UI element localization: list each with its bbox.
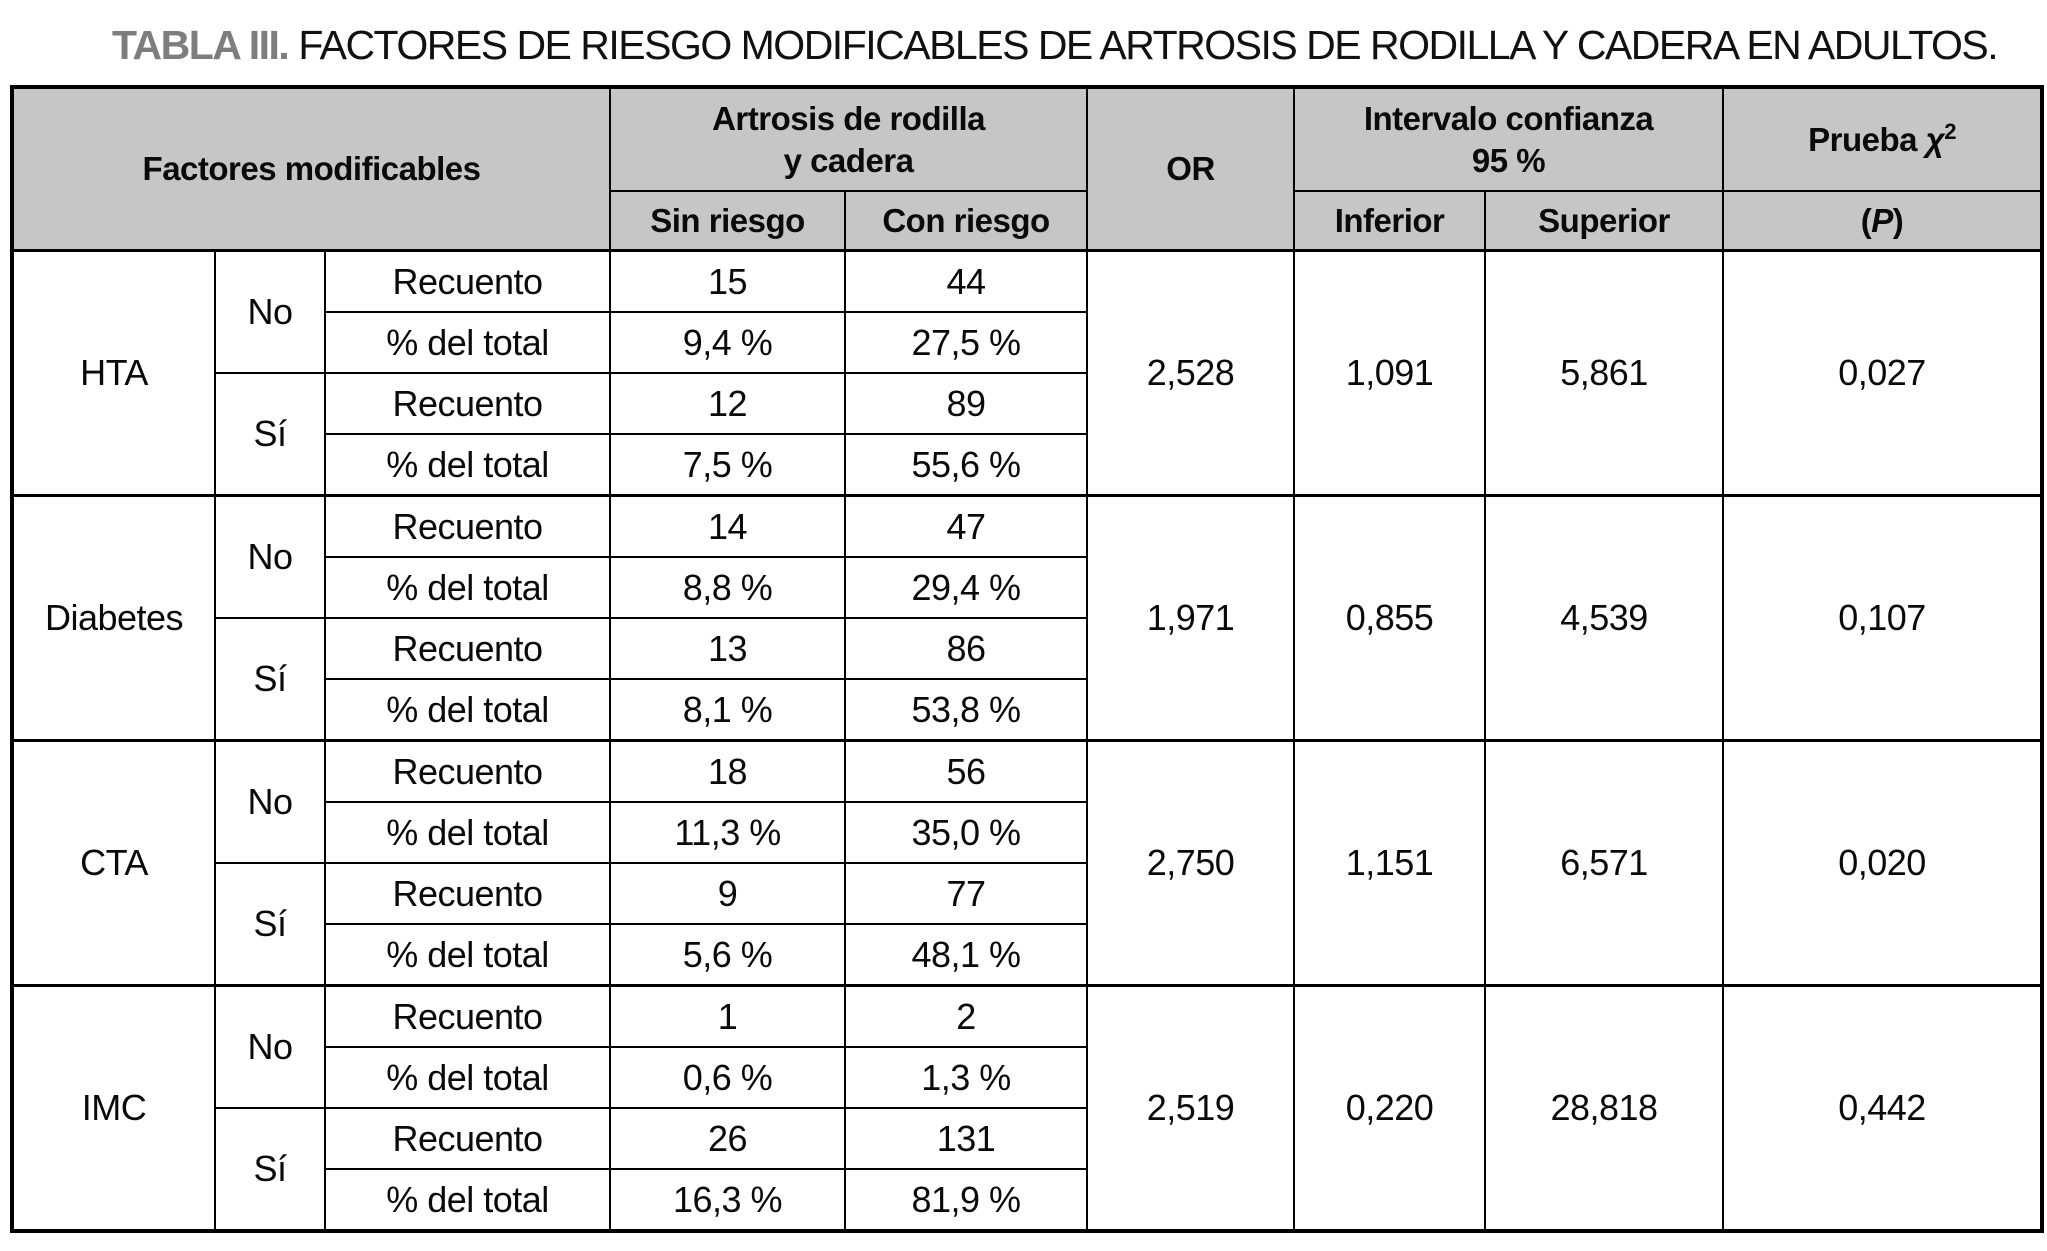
or-cell: 2,750 bbox=[1087, 741, 1294, 986]
or-cell: 2,519 bbox=[1087, 986, 1294, 1232]
header-row-1 bbox=[12, 87, 2042, 191]
risk-factors-table bbox=[10, 85, 2044, 1233]
chi-symbol: χ bbox=[1925, 120, 1945, 158]
yesno-cell: Sí bbox=[215, 373, 325, 496]
value-cell: 35,0 % bbox=[845, 802, 1087, 863]
ci-superior-cell: 28,818 bbox=[1485, 986, 1723, 1232]
measure-label-cell: % del total bbox=[325, 557, 610, 618]
yesno-cell: Sí bbox=[215, 618, 325, 741]
ci-superior-cell: 4,539 bbox=[1485, 496, 1723, 741]
value-cell: 86 bbox=[845, 618, 1087, 679]
table-row bbox=[12, 251, 2042, 313]
factor-name-cell: Diabetes bbox=[12, 496, 215, 741]
ci-inferior-cell: 0,855 bbox=[1294, 496, 1485, 741]
ci-inferior-cell: 1,151 bbox=[1294, 741, 1485, 986]
measure-label-cell: Recuento bbox=[325, 251, 610, 313]
yesno-cell: Sí bbox=[215, 1108, 325, 1231]
table-title-text: FACTORES DE RIESGO MODIFICABLES DE ARTROSIS DE RODILLA Y CADERA EN ADULTOS. bbox=[298, 22, 1998, 68]
value-cell: 13 bbox=[610, 618, 845, 679]
measure-label-cell: Recuento bbox=[325, 618, 610, 679]
header-artrosis-line2: y cadera bbox=[783, 141, 914, 179]
ci-superior-cell: 6,571 bbox=[1485, 741, 1723, 986]
measure-label-cell: % del total bbox=[325, 679, 610, 741]
value-cell: 2 bbox=[845, 986, 1087, 1048]
value-cell: 14 bbox=[610, 496, 845, 558]
measure-label-cell: % del total bbox=[325, 802, 610, 863]
measure-label-cell: % del total bbox=[325, 1047, 610, 1108]
header-intervalo bbox=[1294, 87, 1723, 191]
measure-label-cell: Recuento bbox=[325, 496, 610, 558]
value-cell: 53,8 % bbox=[845, 679, 1087, 741]
p-paren-open: ( bbox=[1860, 201, 1872, 239]
value-cell: 8,8 % bbox=[610, 557, 845, 618]
value-cell: 7,5 % bbox=[610, 434, 845, 496]
value-cell: 1 bbox=[610, 986, 845, 1048]
measure-label-cell: Recuento bbox=[325, 373, 610, 434]
value-cell: 56 bbox=[845, 741, 1087, 803]
yesno-cell: No bbox=[215, 741, 325, 864]
value-cell: 15 bbox=[610, 251, 845, 313]
value-cell: 81,9 % bbox=[845, 1169, 1087, 1231]
factor-name-cell: CTA bbox=[12, 741, 215, 986]
value-cell: 9,4 % bbox=[610, 312, 845, 373]
ci-inferior-cell: 1,091 bbox=[1294, 251, 1485, 496]
value-cell: 8,1 % bbox=[610, 679, 845, 741]
value-cell: 44 bbox=[845, 251, 1087, 313]
factor-name-cell: HTA bbox=[12, 251, 215, 496]
header-artrosis-line1: Artrosis de rodilla bbox=[712, 99, 985, 137]
header-superior: Superior bbox=[1485, 191, 1723, 251]
table-number-label: TABLA III. bbox=[112, 22, 289, 68]
header-prueba-chi2 bbox=[1723, 87, 2042, 191]
value-cell: 11,3 % bbox=[610, 802, 845, 863]
p-symbol: P bbox=[1871, 201, 1893, 239]
value-cell: 29,4 % bbox=[845, 557, 1087, 618]
value-cell: 89 bbox=[845, 373, 1087, 434]
measure-label-cell: Recuento bbox=[325, 986, 610, 1048]
value-cell: 26 bbox=[610, 1108, 845, 1169]
value-cell: 27,5 % bbox=[845, 312, 1087, 373]
header-artrosis bbox=[610, 87, 1087, 191]
p-paren-close: ) bbox=[1892, 201, 1904, 239]
factor-name-cell: IMC bbox=[12, 986, 215, 1232]
header-intervalo-line2: 95 % bbox=[1471, 141, 1546, 179]
header-intervalo-line1: Intervalo confianza bbox=[1363, 99, 1654, 137]
value-cell: 131 bbox=[845, 1108, 1087, 1169]
measure-label-cell: % del total bbox=[325, 924, 610, 986]
or-cell: 1,971 bbox=[1087, 496, 1294, 741]
yesno-cell: No bbox=[215, 496, 325, 619]
header-or: OR bbox=[1087, 87, 1294, 251]
p-value-cell: 0,107 bbox=[1723, 496, 2042, 741]
measure-label-cell: % del total bbox=[325, 434, 610, 496]
p-value-cell: 0,442 bbox=[1723, 986, 2042, 1232]
value-cell: 55,6 % bbox=[845, 434, 1087, 496]
ci-superior-cell: 5,861 bbox=[1485, 251, 1723, 496]
table-row bbox=[12, 496, 2042, 558]
header-con-riesgo: Con riesgo bbox=[845, 191, 1087, 251]
table-row bbox=[12, 741, 2042, 803]
p-value-cell: 0,020 bbox=[1723, 741, 2042, 986]
chi-exponent: 2 bbox=[1944, 118, 1956, 144]
or-cell: 2,528 bbox=[1087, 251, 1294, 496]
measure-label-cell: Recuento bbox=[325, 741, 610, 803]
measure-label-cell: % del total bbox=[325, 312, 610, 373]
ci-inferior-cell: 0,220 bbox=[1294, 986, 1485, 1232]
value-cell: 48,1 % bbox=[845, 924, 1087, 986]
value-cell: 0,6 % bbox=[610, 1047, 845, 1108]
value-cell: 9 bbox=[610, 863, 845, 924]
yesno-cell: No bbox=[215, 986, 325, 1109]
yesno-cell: Sí bbox=[215, 863, 325, 986]
measure-label-cell: % del total bbox=[325, 1169, 610, 1231]
measure-label-cell: Recuento bbox=[325, 1108, 610, 1169]
table-title bbox=[112, 22, 1997, 68]
table-row bbox=[12, 986, 2042, 1048]
measure-label-cell: Recuento bbox=[325, 863, 610, 924]
header-factores: Factores modificables bbox=[12, 87, 610, 251]
yesno-cell: No bbox=[215, 251, 325, 374]
p-value-cell: 0,027 bbox=[1723, 251, 2042, 496]
value-cell: 18 bbox=[610, 741, 845, 803]
value-cell: 5,6 % bbox=[610, 924, 845, 986]
header-prueba-label: Prueba bbox=[1808, 120, 1917, 158]
header-p-value bbox=[1723, 191, 2042, 251]
header-inferior: Inferior bbox=[1294, 191, 1485, 251]
value-cell: 1,3 % bbox=[845, 1047, 1087, 1108]
value-cell: 16,3 % bbox=[610, 1169, 845, 1231]
value-cell: 12 bbox=[610, 373, 845, 434]
value-cell: 77 bbox=[845, 863, 1087, 924]
header-sin-riesgo: Sin riesgo bbox=[610, 191, 845, 251]
value-cell: 47 bbox=[845, 496, 1087, 558]
